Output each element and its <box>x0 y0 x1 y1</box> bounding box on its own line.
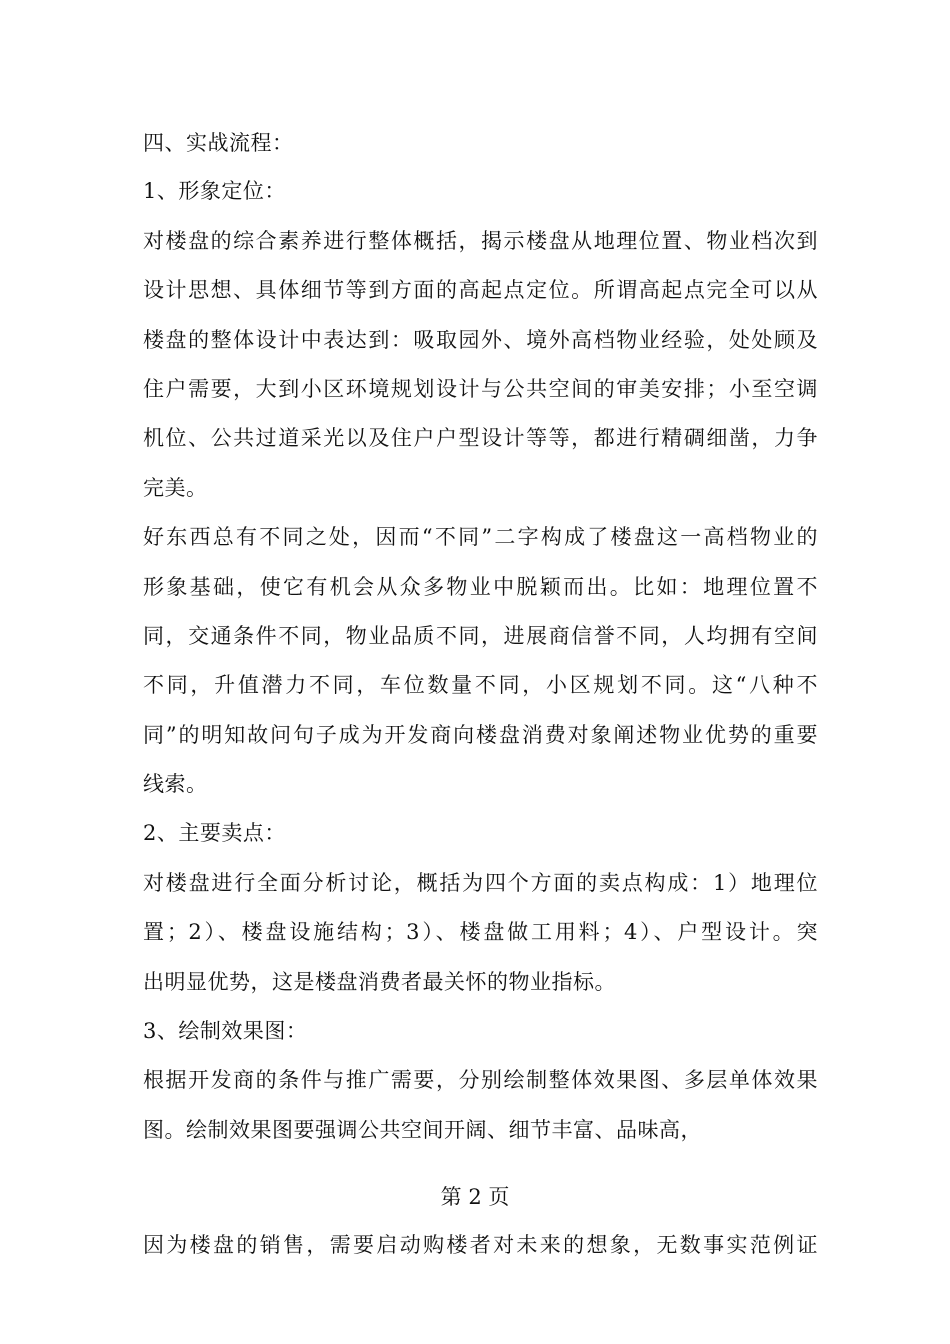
paragraph-line: 线索。 <box>143 772 208 796</box>
paragraph-line: 同”的明知故问句子成为开发商向楼盘消费对象阐述物业优势的重要 <box>143 723 818 747</box>
paragraph-line: 机位、公共过道采光以及住户户型设计等等，都进行精碉细凿，力争 <box>143 426 818 450</box>
paragraph-line: 置；2）、楼盘设施结构；3）、楼盘做工用料；4）、户型设计。突 <box>143 920 818 944</box>
paragraph-line: 图。绘制效果图要强调公共空间开阔、细节丰富、品味高， <box>143 1118 702 1142</box>
continuation-line: 因为楼盘的销售，需要启动购楼者对未来的想象，无数事实范例证 <box>143 1233 818 1257</box>
paragraph-line: 不同，升值潜力不同，车位数量不同，小区规划不同。这“八种不 <box>143 673 818 697</box>
paragraph-line: 根据开发商的条件与推广需要，分别绘制整体效果图、多层单体效果 <box>143 1068 818 1092</box>
paragraph-line: 对楼盘的综合素养进行整体概括，揭示楼盘从地理位置、物业档次到 <box>143 229 818 253</box>
paragraph-line: 对楼盘进行全面分析讨论，概括为四个方面的卖点构成：1）地理位 <box>143 871 818 895</box>
subsection-title-renderings: 3、绘制效果图： <box>143 1019 308 1043</box>
paragraph-line: 同，交通条件不同，物业品质不同，进展商信誉不同，人均拥有空间 <box>143 624 818 648</box>
page-number: 第 2 页 <box>440 1185 510 1209</box>
subsection-title-selling-points: 2、主要卖点： <box>143 821 286 845</box>
subsection-title-image-positioning: 1、形象定位： <box>143 179 286 203</box>
paragraph-line: 楼盘的整体设计中表达到：吸取园外、境外高档物业经验，处处顾及 <box>143 328 818 352</box>
paragraph-line: 形象基础，使它有机会从众多物业中脱颖而出。比如：地理位置不 <box>143 575 818 599</box>
section-heading: 四、实战流程： <box>143 131 294 155</box>
paragraph-line: 完美。 <box>143 476 208 500</box>
paragraph-line: 出明显优势，这是楼盘消费者最关怀的物业指标。 <box>143 970 616 994</box>
paragraph-line: 设计思想、具体细节等到方面的高起点定位。所谓高起点完全可以从 <box>143 278 818 302</box>
paragraph-line: 住户需要，大到小区环境规划设计与公共空间的审美安排；小至空调 <box>143 377 818 401</box>
paragraph-line: 好东西总有不同之处，因而“不同”二字构成了楼盘这一高档物业的 <box>143 525 818 549</box>
